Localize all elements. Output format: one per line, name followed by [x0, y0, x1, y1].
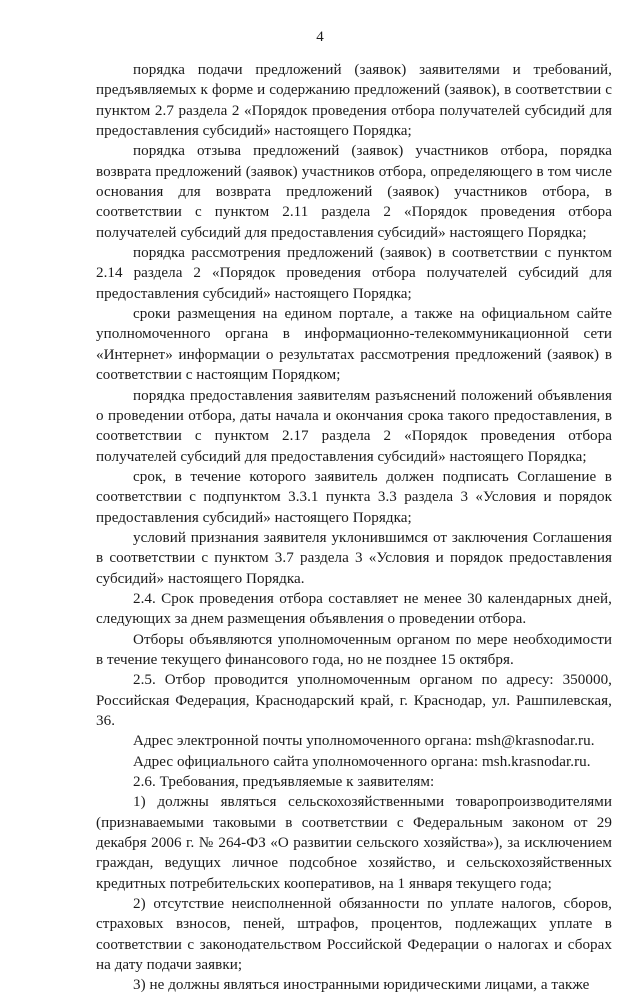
document-body [96, 60, 612, 996]
paragraph: порядка предоставления заявителям разъяснений положений объявления о проведении отбора, даты начала и окончания срока такого предоставления, в соответствии с пунктом 2.17 раздела 2 «Порядок проведения отбора получателей субсидий для предоставления субсидий» настоящего Порядка; [96, 387, 612, 465]
paragraph: 1) должны являться сельскохозяйственными товаропроизводителями (признаваемыми таковыми в соответствии с Федеральным законом от 29 декабря 2006 г. № 264-ФЗ «О развитии сельского хозяйства»), за исключением граждан, ведущих личное подсобное хозяйство, и сельскохозяйственных кредитных потребительских кооперативов, на 1 января текущего года; [96, 794, 612, 892]
paragraph: порядка рассмотрения предложений (заявок) в соответствии с пунктом 2.14 раздела 2 «Порядок проведения отбора получателей субсидий для предоставления субсидий» настоящего Порядка; [96, 245, 612, 302]
paragraph: Адрес официального сайта уполномоченного органа: msh.krasnodar.ru. [133, 753, 591, 770]
paragraph: порядка отзыва предложений (заявок) участников отбора, порядка возврата предложений (заявок) участников отбора, определяющего в том числе основания для возврата предложений (заявок) участников отбора, в соответствии с пунктом 2.11 раздела 2 «Порядок проведения отбора получателей субсидий для предоставления субсидий» настоящего Порядка; [96, 143, 612, 241]
paragraph: сроки размещения на едином портале, а также на официальном сайте уполномоченного органа в информационно-телекоммуникационной сети «Интернет» информации о результатах рассмотрения предложений (заявок) в соответствии с настоящим Порядком; [96, 306, 612, 384]
paragraph: 3) не должны являться иностранными юридическими лицами, а также [133, 977, 590, 994]
paragraph: 2.6. Требования, предъявляемые к заявителям: [133, 774, 435, 791]
paragraph: 2.4. Срок проведения отбора составляет не менее 30 календарных дней, следующих за днем размещения объявления о проведении отбора. [96, 590, 612, 628]
paragraph: 2) отсутствие неисполненной обязанности по уплате налогов, сборов, страховых взносов, пеней, штрафов, процентов, подлежащих уплате в соответствии с законодательством Российской Федерации о налогах и сборах на дату подачи заявки; [96, 896, 612, 974]
paragraph: условий признания заявителя уклонившимся от заключения Соглашения в соответствии с пунктом 3.7 раздела 3 «Условия и порядок предоставления субсидий» настоящего Порядка. [96, 529, 612, 587]
paragraph: порядка подачи предложений (заявок) заявителями и требований, предъявляемых к форме и содержанию предложений (заявок), в соответствии с пунктом 2.7 раздела 2 «Порядок проведения отбора получателей субсидий для предоставления субсидий» настоящего Порядка; [96, 62, 612, 140]
paragraph: срок, в течение которого заявитель должен подписать Соглашение в соответствии с подпунктом 3.3.1 пункта 3.3 раздела 3 «Условия и порядок предоставления субсидий» настоящего Порядка; [96, 468, 612, 526]
paragraph: Адрес электронной почты уполномоченного органа: msh@krasnodar.ru. [133, 733, 595, 750]
paragraph: Отборы объявляются уполномоченным органом по мере необходимости в течение текущего финансового года, но не позднее 15 октября. [96, 631, 612, 668]
page-number: 4 [316, 29, 324, 45]
paragraph: 2.5. Отбор проводится уполномоченным органом по адресу: 350000, Российская Федерация, Краснодарский край, г. Краснодар, ул. Рашпилевская, 36. [96, 672, 612, 729]
